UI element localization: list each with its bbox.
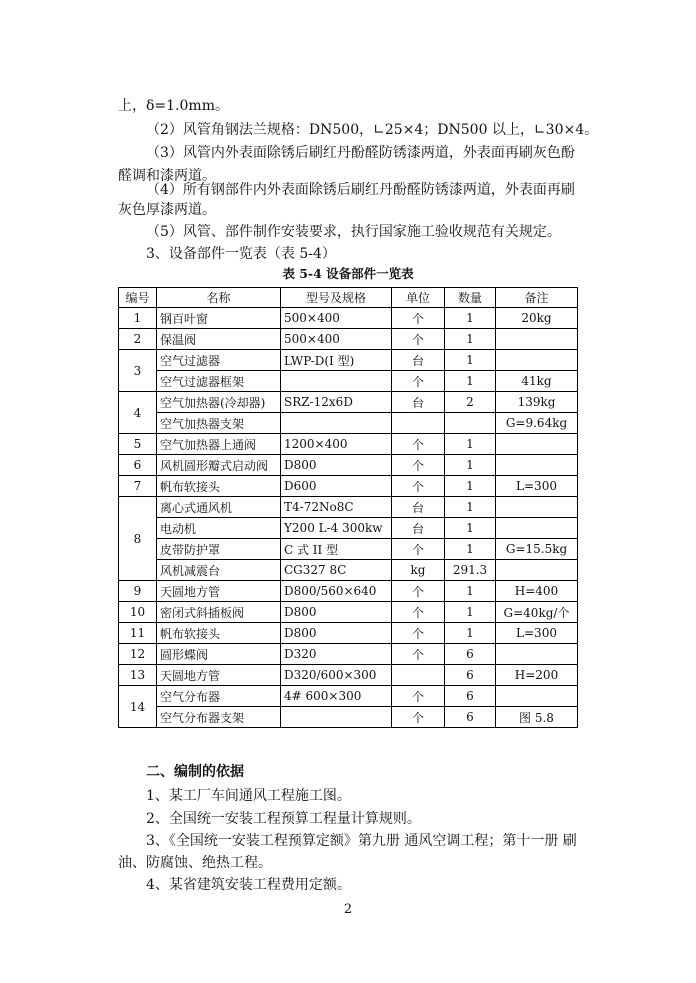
table-row [119,413,578,434]
table-cell: G=9.64kg [496,413,578,434]
text-line: （3）风管内外表面除锈后刷红丹酚醛防锈漆两道，外表面再刷灰色酚 [146,145,575,161]
text-line: 3、《全国统一安装工程预算定额》第九册 通风空调工程；第十一册 刷 [146,833,577,849]
column-header: 数量 [445,288,496,308]
table-cell: 保温阀 [157,329,281,350]
table-cell: 密闭式斜插板阀 [157,602,281,623]
table-cell: 6 [445,686,496,707]
table-cell: 5 [119,434,157,455]
table-cell: 台 [392,392,445,413]
table-cell: C 式 II 型 [281,539,392,560]
table-cell: 个 [392,329,445,350]
column-header: 型号及规格 [281,288,392,308]
table-row [119,518,578,539]
table-row [119,602,578,623]
table-cell: 9 [119,581,157,602]
table-cell: 离心式通风机 [157,497,281,518]
table-cell: 4 [119,392,157,434]
table-cell: 钢百叶窗 [157,308,281,329]
table-cell: 1200×400 [281,434,392,455]
table-cell: 台 [392,518,445,539]
table-cell: D800 [281,623,392,644]
table-cell [392,413,445,434]
table-cell: 139kg [496,392,578,413]
table-cell: 2 [119,329,157,350]
text-line: （5）风管、部件制作安装要求，执行国家施工验收规范有关规定。 [146,224,561,240]
table-row [119,455,578,476]
table-cell: 6 [445,644,496,665]
table-row [119,497,578,518]
equipment-table [118,287,578,728]
table-cell: 风机减震台 [157,560,281,581]
table-cell: 7 [119,476,157,497]
table-cell: 台 [392,350,445,371]
table-cell: 空气过滤器框架 [157,371,281,392]
table-cell: 1 [445,455,496,476]
table-cell: 个 [392,539,445,560]
column-header: 单位 [392,288,445,308]
table-cell: H=400 [496,581,578,602]
text-line: 4、某省建筑安装工程费用定额。 [146,877,351,893]
table-row [119,623,578,644]
table-cell: CG327 8C [281,560,392,581]
table-cell: 1 [445,371,496,392]
table-cell: H=200 [496,665,578,686]
table-cell: 个 [392,455,445,476]
table-caption: 表 5-4 设备部件一览表 [282,266,414,281]
text-line: 灰色厚漆两道。 [118,202,216,218]
table-cell: 个 [392,434,445,455]
table-cell: SRZ-12x6D [281,392,392,413]
text-line: 1、某工厂车间通风工程施工图。 [146,788,351,804]
table-row [119,581,578,602]
table-cell: 12 [119,644,157,665]
table-cell: D600 [281,476,392,497]
table-row [119,539,578,560]
table-cell: 空气加热器支架 [157,413,281,434]
table-cell: LWP-D(I 型) [281,350,392,371]
table-row [119,644,578,665]
table-cell: 6 [445,707,496,728]
table-cell: 1 [445,434,496,455]
table-cell: 个 [392,707,445,728]
table-cell: 1 [445,350,496,371]
table-cell: 帆布软接头 [157,476,281,497]
text-line: 2、全国统一安装工程预算工程量计算规则。 [146,811,421,827]
table-cell [445,413,496,434]
table-cell: 1 [445,539,496,560]
text-line: 上，δ=1.0mm。 [118,98,229,114]
table-cell: 风机圆形瓣式启动阀 [157,455,281,476]
text-line: 油、防腐蚀、绝热工程。 [118,855,272,871]
page-number: 2 [343,902,353,917]
table-cell: kg [392,560,445,581]
table-cell: D800 [281,455,392,476]
text-line: 醛调和漆两道。 [118,168,216,184]
table-cell [281,707,392,728]
table-cell [392,665,445,686]
table-cell: L=300 [496,476,578,497]
table-cell [496,518,578,539]
table-cell: 20kg [496,308,578,329]
table-cell: 电动机 [157,518,281,539]
table-cell: 11 [119,623,157,644]
table-cell: G=15.5kg [496,539,578,560]
table-cell: 空气分布器 [157,686,281,707]
table-row [119,665,578,686]
table-cell: 空气分布器支架 [157,707,281,728]
table-cell: 500×400 [281,308,392,329]
table-cell [496,434,578,455]
table-cell: D320/600×300 [281,665,392,686]
table-cell: 3 [119,350,157,392]
table-cell: 个 [392,602,445,623]
table-row [119,560,578,581]
section-heading: 二、编制的依据 [146,764,244,780]
table-cell: G=40kg/个 [496,602,578,623]
table-cell: D320 [281,644,392,665]
table-cell [496,497,578,518]
table-cell: 1 [445,476,496,497]
table-cell: 2 [445,392,496,413]
table-row [119,308,578,329]
table-row [119,371,578,392]
table-cell: 天圆地方管 [157,581,281,602]
table-header-row [119,288,578,308]
table-cell: 天圆地方管 [157,665,281,686]
table-cell: 41kg [496,371,578,392]
table-cell: 13 [119,665,157,686]
table-cell: D800/560×640 [281,581,392,602]
table-cell: 台 [392,497,445,518]
table-row [119,476,578,497]
table-cell [496,455,578,476]
table-row [119,686,578,707]
table-cell: 1 [445,329,496,350]
table-row [119,707,578,728]
table-cell: 1 [445,518,496,539]
table-cell: 个 [392,476,445,497]
table-cell: 291.3 [445,560,496,581]
table-cell: 8 [119,497,157,581]
table-cell: 圆形蝶阀 [157,644,281,665]
table-cell: 14 [119,686,157,728]
table-cell: 1 [445,308,496,329]
table-cell [281,371,392,392]
table-cell: 1 [445,497,496,518]
table-cell [496,644,578,665]
table-cell [281,413,392,434]
table-cell: 个 [392,644,445,665]
table-cell: 图 5.8 [496,707,578,728]
table-cell: 1 [445,602,496,623]
table-cell: T4-72No8C [281,497,392,518]
table-cell: 空气过滤器 [157,350,281,371]
table-cell: 个 [392,686,445,707]
text-line: 3、设备部件一览表（表 5-4） [146,246,336,262]
column-header: 编号 [119,288,157,308]
table-row [119,434,578,455]
text-line: （4）所有钢部件内外表面除锈后刷红丹酚醛防锈漆两道，外表面再刷 [146,182,575,198]
table-cell: 个 [392,581,445,602]
table-cell: 1 [119,308,157,329]
table-cell: 6 [445,665,496,686]
table-cell: 个 [392,371,445,392]
table-cell: 1 [445,581,496,602]
text-line: （2）风管角钢法兰规格：DN500，∟25×4；DN500 以上，∟30×4。 [146,122,599,138]
table-cell: 空气加热器(冷却器) [157,392,281,413]
table-row [119,392,578,413]
table-cell: 10 [119,602,157,623]
table-cell: 4# 600×300 [281,686,392,707]
table-row [119,350,578,371]
table-cell [496,686,578,707]
table-cell: 空气加热器上通阀 [157,434,281,455]
table-cell [496,329,578,350]
column-header: 备注 [496,288,578,308]
table-cell: 个 [392,308,445,329]
column-header: 名称 [157,288,281,308]
table-cell: Y200 L-4 300kw [281,518,392,539]
table-cell: 6 [119,455,157,476]
table-cell [496,350,578,371]
table-cell: 个 [392,623,445,644]
table-cell: L=300 [496,623,578,644]
table-cell: 1 [445,623,496,644]
table-cell: 皮带防护罩 [157,539,281,560]
table-cell [496,560,578,581]
table-cell: 500×400 [281,329,392,350]
table-row [119,329,578,350]
table-cell: 帆布软接头 [157,623,281,644]
table-cell: D800 [281,602,392,623]
